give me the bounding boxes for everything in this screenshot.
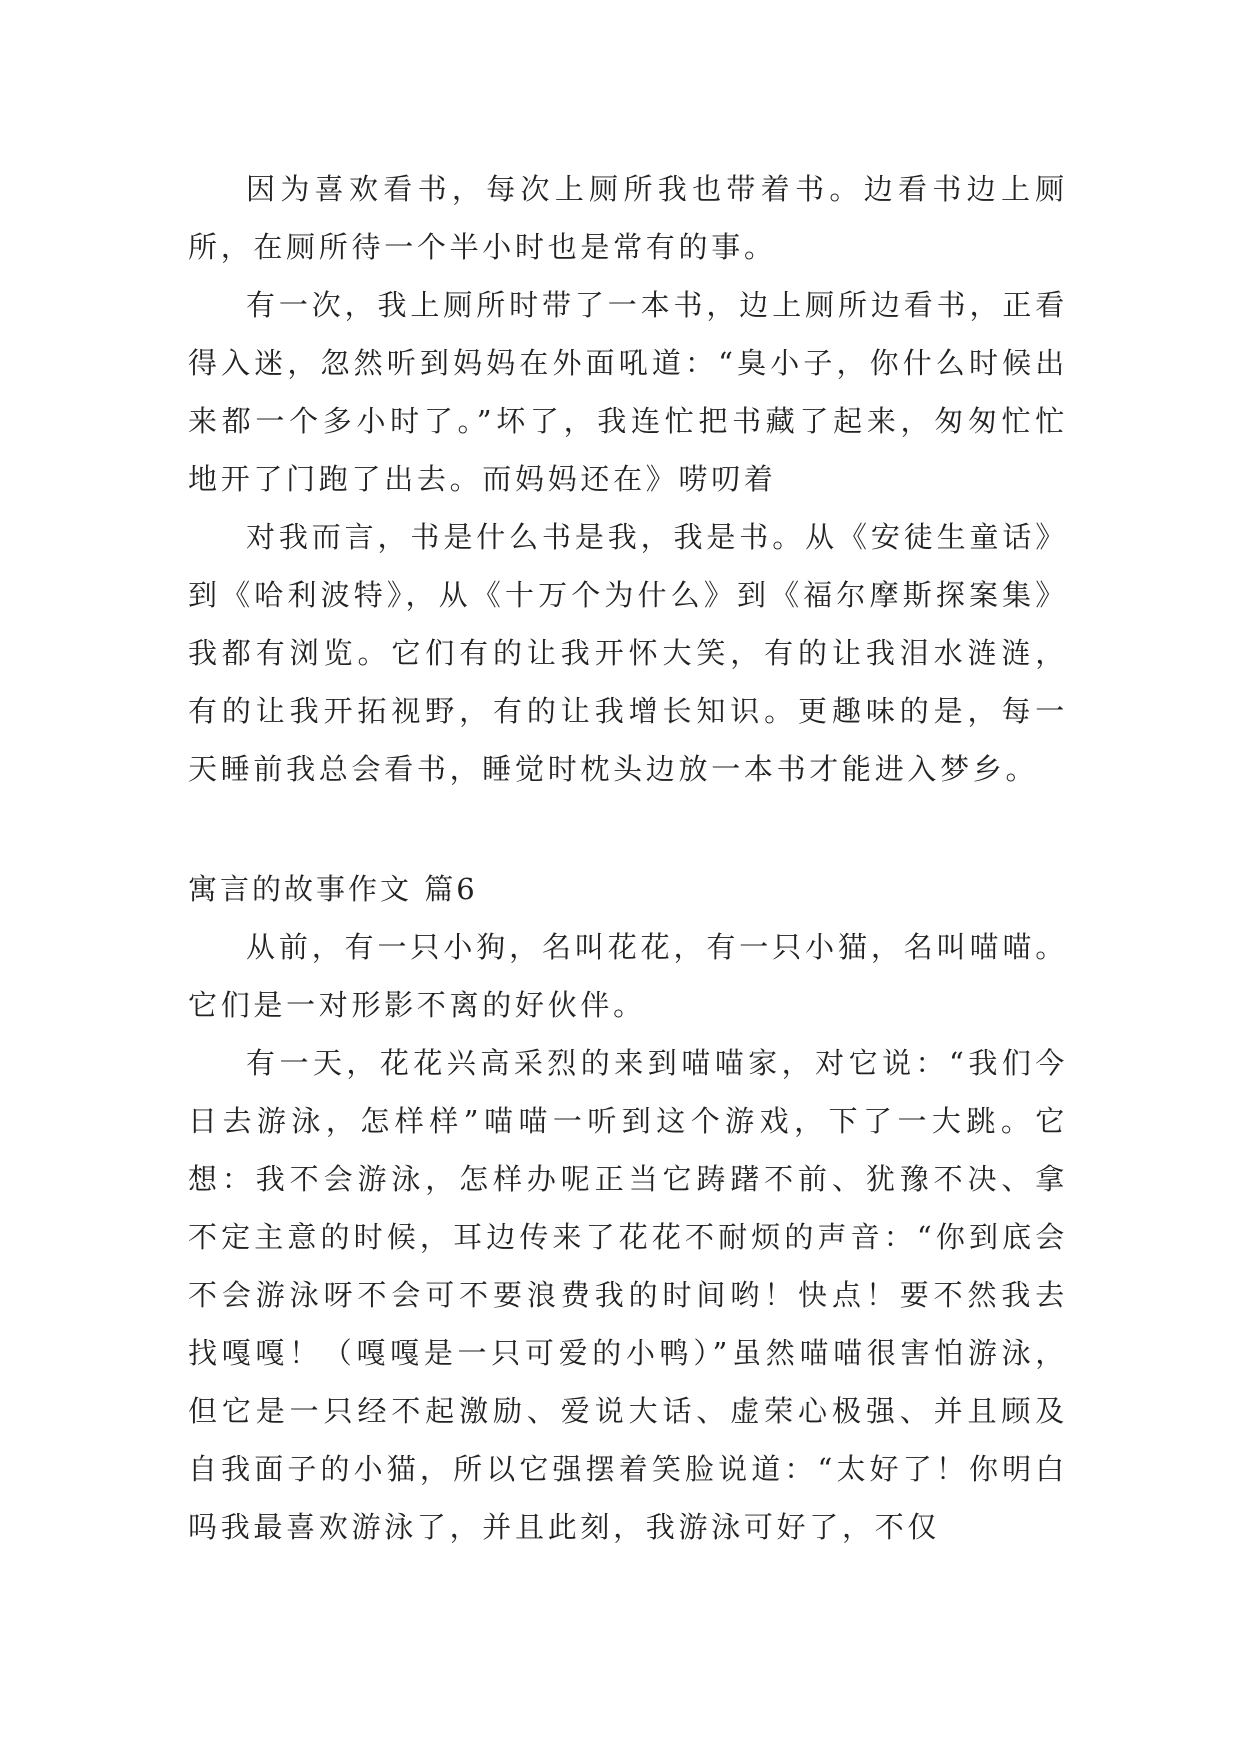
paragraph-reading-in-toilet: 因为喜欢看书，每次上厕所我也带着书。边看书边上厕所，在厕所待一个半小时也是常有的事。 <box>188 172 1068 264</box>
paragraph-mother-calling: 有一次，我上厕所时带了一本书，边上厕所边看书，正看得入迷，忽然听到妈妈在外面吼道：“臭小子，你什么时候出来都一个多小时了。”坏了，我连忙把书藏了起来，匆匆忙忙地开了门跑了出去。而妈妈还在》唠叨着 <box>188 288 1068 496</box>
paragraph-swimming-invitation: 有一天，花花兴高采烈的来到喵喵家，对它说：“我们今日去游泳，怎样样”喵喵一听到这个游戏，下了一大跳。它想：我不会游泳，怎样办呢正当它踌躇不前、犹豫不决、拿不定主意的时候，耳边传来了花花不耐烦的声音：“你到底会不会游泳呀不会可不要浪费我的时间哟！快点！要不然我去找嘎嘎！（嘎嘎是一只可爱的小鸭）”虽然喵喵很害怕游泳，但它是一只经不起激励、爱说大话、虚荣心极强、并且顾及自我面子的小猫，所以它强摆着笑脸说道：“太好了！你明白吗我最喜欢游泳了，并且此刻，我游泳可好了，不仅 <box>188 1046 1068 1544</box>
paragraph-dog-and-cat: 从前，有一只小狗，名叫花花，有一只小猫，名叫喵喵。它们是一对形影不离的好伙伴。 <box>188 930 1068 1022</box>
paragraph-books-and-me: 对我而言，书是什么书是我，我是书。从《安徒生童话》到《哈利波特》，从《十万个为什么》到《福尔摩斯探案集》我都有浏览。它们有的让我开怀大笑，有的让我泪水涟涟，有的让我开拓视野，有的让我增长知识。更趣味的是，每一天睡前我总会看书，睡觉时枕头边放一本书才能进入梦乡。 <box>188 520 1068 786</box>
essay-section-2 <box>188 918 1068 1556</box>
section-heading: 寓言的故事作文 篇6 <box>188 872 478 906</box>
essay-section-1 <box>188 160 1068 798</box>
